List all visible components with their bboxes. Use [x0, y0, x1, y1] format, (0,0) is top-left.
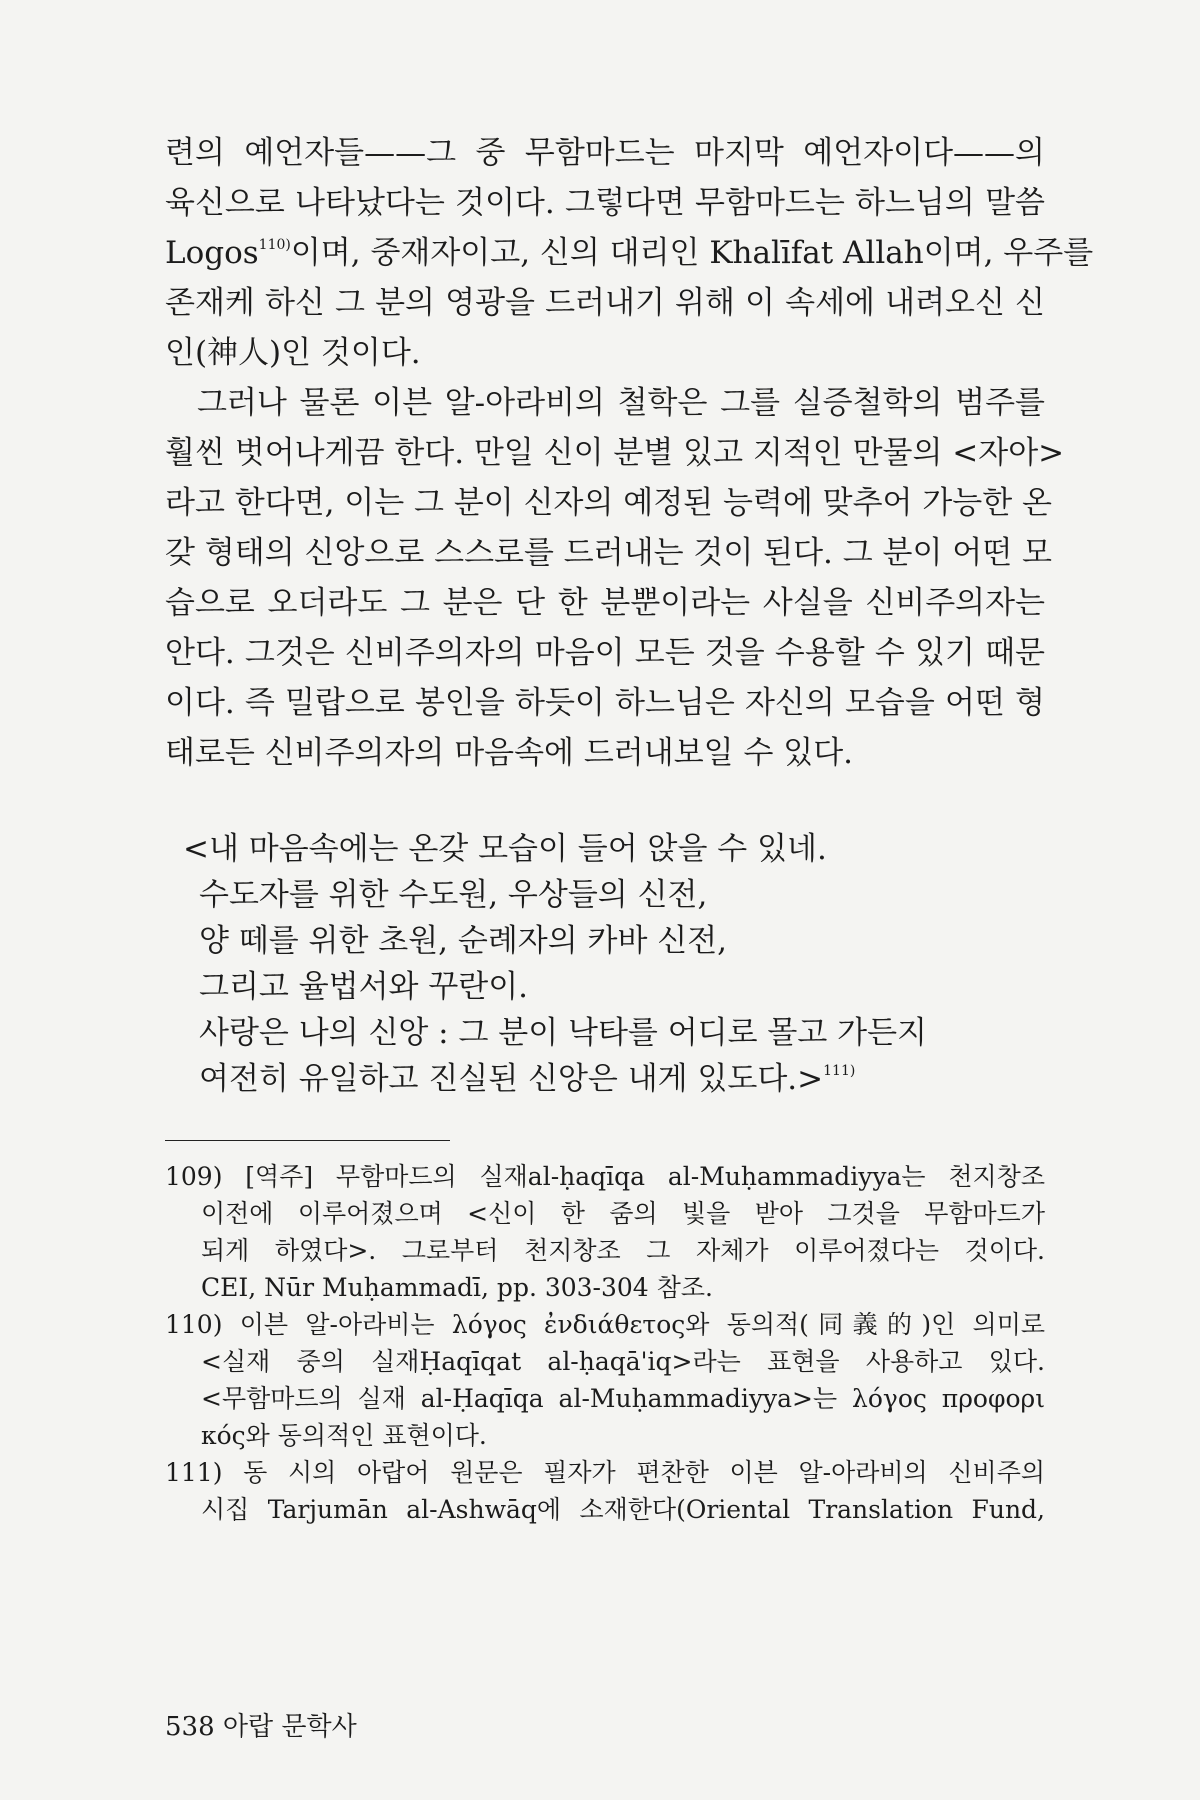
footnote-110: [165, 1306, 1045, 1454]
text-line: 습으로 오더라도 그 분은 단 한 분뿐이라는 사실을 신비주의자는: [165, 585, 1045, 621]
text-line: 그러나 물론 이븐 알-아라비의 철학은 그를 실증철학의 범주를: [197, 385, 1045, 421]
footnote-divider: [165, 1140, 450, 1141]
text-line: 이다. 즉 밀랍으로 봉인을 하듯이 하느님은 자신의 모습을 어떤 형: [165, 685, 1045, 721]
footnote-ref-111: 111): [823, 1063, 856, 1079]
footnote-line: 이전에 이루어졌으며 <신이 한 줌의 빛을 받아 그것을 무함마드가: [201, 1199, 1045, 1228]
poem-line: [183, 1056, 1003, 1102]
text-line: 존재케 하신 그 분의 영광을 드러내기 위해 이 속세에 내려오신 신: [165, 285, 1045, 321]
logos-word: Logos: [165, 235, 259, 271]
text-line: 안다. 그것은 신비주의자의 마음이 모든 것을 수용할 수 있기 때문: [165, 635, 1045, 671]
footnote-111: [165, 1454, 1045, 1528]
footnote-ref-110: 110): [258, 237, 291, 253]
text-line: [165, 228, 1094, 278]
text-line: 라고 한다면, 이는 그 분이 신자의 예정된 능력에 맞추어 가능한 온: [165, 485, 1052, 521]
poem-line: <내 마음속에는 온갖 모습이 들어 앉을 수 있네.: [183, 831, 827, 867]
page-footer: 538 아랍 문학사: [165, 1712, 357, 1742]
text-line: 훨씬 벗어나게끔 한다. 만일 신이 분별 있고 지적인 만물의 <자아>: [165, 435, 1065, 471]
text-line: 태로든 신비주의자의 마음속에 드러내보일 수 있다.: [165, 735, 853, 771]
footnote-line: κός와 동의적인 표현이다.: [201, 1421, 487, 1450]
poem-line: 양 떼를 위한 초원, 순례자의 카바 신전,: [199, 923, 728, 959]
main-text: [165, 128, 1094, 778]
footnote-109: [165, 1158, 1045, 1306]
footnote-line: <실재 중의 실재Ḥaqīqat al-ḥaqā'iq>라는 표현을 사용하고 있다.: [201, 1347, 1045, 1376]
poem-last-line: 여전히 유일하고 진실된 신앙은 내게 있도다.>: [199, 1061, 824, 1097]
poem-quote: [183, 826, 1003, 1102]
footnote-line: <무함마드의 실재 al-Ḥaqīqa al-Muḥammadiyya>는 λόγος προφορι: [201, 1384, 1045, 1413]
poem-line: 그리고 율법서와 꾸란이.: [199, 969, 529, 1005]
footnotes: [165, 1158, 1045, 1528]
footnote-line: 되게 하였다>. 그로부터 천지창조 그 자체가 이루어졌다는 것이다.: [201, 1236, 1045, 1265]
text-line: 갖 형태의 신앙으로 스스로를 드러내는 것이 된다. 그 분이 어떤 모: [165, 535, 1052, 571]
footnote-line: 111) 동 시의 아랍어 원문은 필자가 편찬한 이븐 알-아라비의 신비주의: [165, 1458, 1045, 1487]
logos-line-rest: 이며, 중재자이고, 신의 대리인 Khalīfat Allah이며, 우주를: [290, 235, 1094, 271]
footnote-line: 시집 Tarjumān al-Ashwāq에 소재한다(Oriental Translation Fund,: [201, 1495, 1045, 1524]
footnote-line: 110) 이븐 알-아라비는 λόγος ἐνδιάθετος와 동의적(同義的)인 의미로: [165, 1310, 1045, 1339]
text-line: 인(神人)인 것이다.: [165, 335, 421, 371]
poem-line: 수도자를 위한 수도원, 우상들의 신전,: [199, 877, 708, 913]
text-line: 련의 예언자들——그 중 무함마드는 마지막 예언자이다——의: [165, 135, 1045, 171]
poem-line: 사랑은 나의 신앙 : 그 분이 낙타를 어디로 몰고 가든지: [199, 1015, 927, 1051]
footnote-line: 109) [역주] 무함마드의 실재al-ḥaqīqa al-Muḥammadiyya는 천지창조: [165, 1162, 1045, 1191]
footnote-line: CEI, Nūr Muḥammadī, pp. 303-304 참조.: [201, 1273, 713, 1302]
text-line: 육신으로 나타났다는 것이다. 그렇다면 무함마드는 하느님의 말씀: [165, 185, 1045, 221]
